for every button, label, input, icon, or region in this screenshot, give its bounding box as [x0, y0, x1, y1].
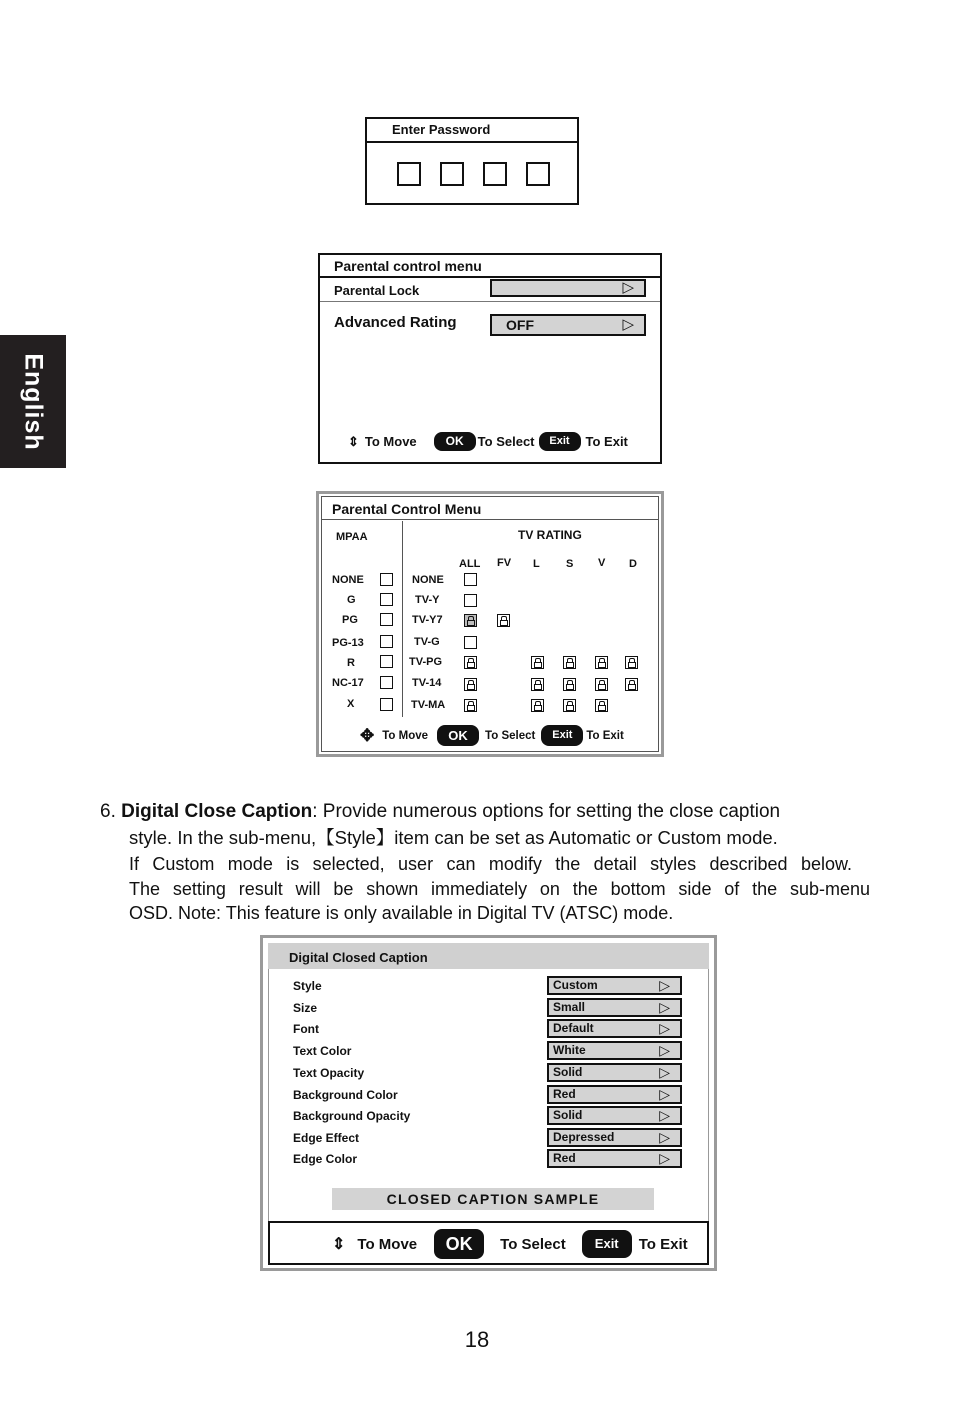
edge-effect-field[interactable] [547, 1128, 682, 1147]
tv-y7-label: TV-Y7 [412, 614, 443, 626]
style-value: Custom [553, 978, 598, 992]
mpaa-none-checkbox[interactable] [380, 573, 393, 586]
digital-close-caption-description [100, 799, 880, 925]
tv-ma-v-lock-icon[interactable] [595, 699, 608, 712]
four-way-arrow-icon: ✥ [360, 725, 375, 745]
nav-hints [332, 1229, 688, 1259]
col-d: D [629, 558, 637, 570]
text-color-value: White [553, 1043, 586, 1057]
menu-footer [268, 1221, 709, 1265]
advanced-rating-label: Advanced Rating [334, 314, 457, 331]
background-opacity-field[interactable] [547, 1106, 682, 1125]
parental-lock-label: Parental Lock [334, 283, 420, 298]
arrow-right-icon: ▷ [659, 1107, 670, 1123]
column-divider [402, 521, 403, 717]
mpaa-x-checkbox[interactable] [380, 698, 393, 711]
tv-14-all-lock-icon[interactable] [464, 678, 477, 691]
tv-ma-l-lock-icon[interactable] [531, 699, 544, 712]
arrow-right-icon: ▷ [622, 316, 634, 333]
closed-caption-sample: CLOSED CAPTION SAMPLE [332, 1188, 654, 1210]
col-s: S [566, 558, 574, 570]
text-opacity-value: Solid [553, 1065, 583, 1079]
tv-14-l-lock-icon[interactable] [531, 678, 544, 691]
edge-effect-value: Depressed [553, 1130, 615, 1144]
arrow-right-icon: ▷ [659, 1020, 670, 1036]
size-field[interactable] [547, 998, 682, 1017]
enter-password-dialog [365, 117, 579, 205]
background-color-label: Background Color [293, 1088, 398, 1102]
parental-control-rating-menu [316, 491, 664, 757]
background-opacity-value: Solid [553, 1108, 583, 1122]
to-move-label: To Move [364, 434, 417, 449]
item-intro: : Provide numerous options for setting the close caption [312, 801, 781, 822]
tv-pg-label: TV-PG [409, 656, 443, 668]
nav-hints [348, 432, 628, 451]
tv-ma-all-lock-icon[interactable] [464, 699, 477, 712]
advanced-rating-field[interactable] [490, 314, 646, 336]
up-down-arrow-icon: ⇕ [348, 433, 359, 449]
col-all: ALL [459, 558, 481, 570]
to-select-label: To Select [477, 434, 535, 449]
col-fv: FV [497, 557, 512, 569]
paragraph-line-2: style. In the sub-menu,【Style】item can be set as Automatic or Custom mode. [129, 827, 778, 848]
font-label: Font [293, 1022, 319, 1036]
mpaa-nc17-label: NC-17 [332, 677, 364, 689]
edge-color-label: Edge Color [293, 1152, 358, 1166]
mpaa-g-label: G [347, 594, 356, 606]
tv-g-label: TV-G [414, 636, 440, 648]
language-side-tab [0, 335, 66, 468]
tv-y-label: TV-Y [415, 594, 440, 606]
size-label: Size [293, 1001, 318, 1015]
paragraph-line-4: The setting result will be shown immediately on the bottom side of the sub-menu [129, 879, 870, 899]
to-select-label: To Select [485, 729, 536, 742]
to-move-label: To Move [382, 729, 429, 742]
item-number: 6. [100, 801, 116, 822]
exit-button[interactable]: Exit [582, 1230, 632, 1258]
tv-ma-label: TV-MA [411, 699, 446, 711]
mpaa-g-checkbox[interactable] [380, 593, 393, 606]
text-color-label: Text Color [293, 1044, 352, 1058]
arrow-right-icon: ▷ [659, 999, 670, 1015]
item-title: Digital Close Caption [121, 801, 313, 822]
background-color-value: Red [553, 1087, 576, 1101]
tv-pg-s-lock-icon[interactable] [563, 656, 576, 669]
paragraph-line-1 [100, 799, 880, 825]
row-divider [320, 301, 660, 302]
text-opacity-label: Text Opacity [293, 1066, 365, 1080]
exit-button[interactable]: Exit [539, 432, 581, 451]
tv-14-label: TV-14 [412, 677, 442, 689]
paragraph-line-5: OSD. Note: This feature is only available in Digital TV (ATSC) mode. [129, 903, 674, 923]
menu-frame [321, 496, 659, 752]
background-color-field[interactable] [547, 1085, 682, 1104]
password-digit-4[interactable] [526, 162, 550, 186]
tv-pg-all-lock-icon[interactable] [464, 656, 477, 669]
arrow-right-icon: ▷ [659, 977, 670, 993]
tv-pg-d-lock-icon[interactable] [625, 656, 638, 669]
mpaa-header: MPAA [336, 531, 368, 543]
password-digit-1[interactable] [397, 162, 421, 186]
mpaa-nc17-checkbox[interactable] [380, 676, 393, 689]
page-number: 18 [464, 1327, 490, 1352]
ok-button[interactable]: OK [434, 1229, 484, 1259]
to-select-label: To Select [500, 1235, 566, 1253]
font-field[interactable] [547, 1019, 682, 1038]
menu-title: Parental Control Menu [322, 497, 658, 520]
tv-y7-fv-lock-icon[interactable] [497, 614, 510, 627]
mpaa-pg13-label: PG-13 [332, 637, 364, 649]
arrow-right-icon: ▷ [659, 1129, 670, 1145]
to-move-label: To Move [357, 1235, 418, 1253]
mpaa-pg13-checkbox[interactable] [380, 635, 393, 648]
tv-none-label: NONE [412, 574, 444, 586]
tv-none-all-checkbox[interactable] [464, 573, 477, 586]
col-v: V [598, 557, 606, 569]
edge-color-field[interactable] [547, 1149, 682, 1168]
digital-closed-caption-menu [260, 935, 717, 1271]
menu-title: Digital Closed Caption [268, 943, 709, 969]
mpaa-r-label: R [347, 657, 355, 669]
arrow-right-icon: ▷ [659, 1042, 670, 1058]
arrow-right-icon: ▷ [659, 1086, 670, 1102]
parental-lock-field[interactable] [490, 279, 646, 297]
tv-rating-header: TV RATING [518, 528, 582, 542]
tv-ma-s-lock-icon[interactable] [563, 699, 576, 712]
ok-button[interactable]: OK [437, 725, 479, 746]
to-exit-label: To Exit [638, 1235, 688, 1253]
password-title: Enter Password [367, 119, 577, 143]
language-label: English [19, 352, 48, 451]
font-value: Default [553, 1021, 594, 1035]
edge-effect-label: Edge Effect [293, 1131, 360, 1145]
style-field[interactable] [547, 976, 682, 995]
mpaa-pg-checkbox[interactable] [380, 613, 393, 626]
mpaa-pg-label: PG [342, 614, 358, 626]
to-exit-label: To Exit [585, 434, 628, 449]
advanced-rating-value: OFF [506, 317, 534, 333]
exit-button[interactable]: Exit [541, 725, 583, 746]
paragraph-line-3: If Custom mode is selected, user can modify the detail styles described below. [129, 854, 852, 874]
style-label: Style [293, 979, 322, 993]
arrow-right-icon: ▷ [622, 279, 634, 296]
tv-14-d-lock-icon[interactable] [625, 678, 638, 691]
text-color-field[interactable] [547, 1041, 682, 1060]
arrow-right-icon: ▷ [659, 1064, 670, 1080]
col-l: L [533, 558, 540, 570]
ok-button[interactable]: OK [434, 432, 476, 451]
edge-color-value: Red [553, 1151, 576, 1165]
text-opacity-field[interactable] [547, 1063, 682, 1082]
menu-title: Parental control menu [320, 255, 660, 278]
password-digit-2[interactable] [440, 162, 464, 186]
mpaa-none-label: NONE [332, 574, 364, 586]
parental-control-menu [318, 253, 662, 464]
to-exit-label: To Exit [586, 729, 624, 742]
tv-pg-v-lock-icon[interactable] [595, 656, 608, 669]
mpaa-x-label: X [347, 698, 355, 710]
background-opacity-label: Background Opacity [293, 1109, 411, 1123]
mpaa-r-checkbox[interactable] [380, 655, 393, 668]
tv-g-all-checkbox[interactable] [464, 636, 477, 649]
tv-y7-all-lock-icon[interactable] [464, 614, 477, 627]
tv-y-all-checkbox[interactable] [464, 594, 477, 607]
tv-14-v-lock-icon[interactable] [595, 678, 608, 691]
nav-hints [360, 725, 624, 746]
tv-pg-l-lock-icon[interactable] [531, 656, 544, 669]
arrow-right-icon: ▷ [659, 1150, 670, 1166]
password-digit-3[interactable] [483, 162, 507, 186]
size-value: Small [553, 1000, 586, 1014]
tv-14-s-lock-icon[interactable] [563, 678, 576, 691]
up-down-arrow-icon: ⇕ [332, 1236, 346, 1253]
